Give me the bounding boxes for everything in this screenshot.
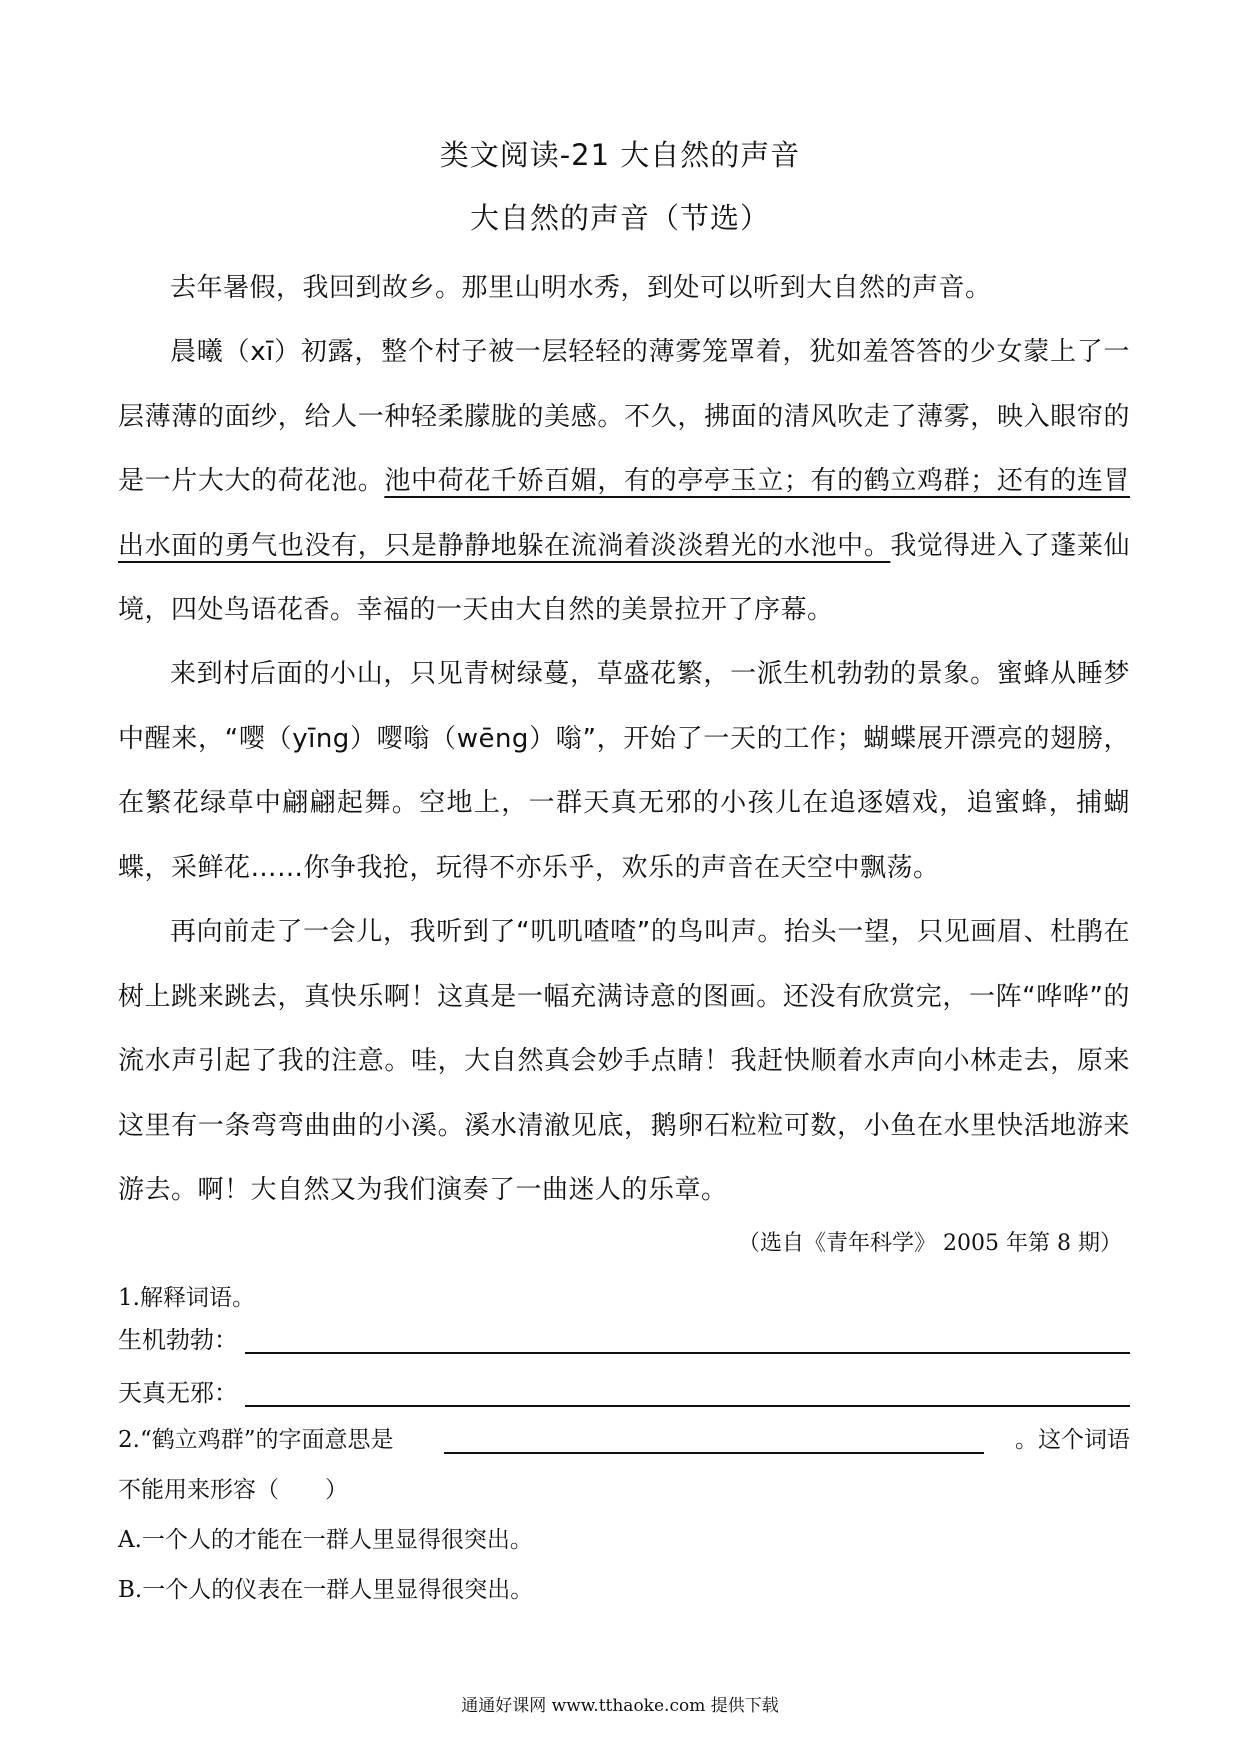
paragraph-2-text-b: 我觉得进入了蓬莱仙境，四处鸟语花香。幸福的一天由大自然的美景拉开了序幕。 xyxy=(118,530,1130,625)
question-2 xyxy=(118,1421,1130,1461)
question-2-prompt-end: 。这个词语 xyxy=(1015,1427,1130,1453)
answer-blank-3[interactable] xyxy=(444,1452,984,1454)
article-title: 大自然的声音（节选） xyxy=(469,201,770,235)
paragraph-2-text-a: 晨曦（xī）初露，整个村子被一层轻轻的薄雾笼罩着，犹如羞答答的少女蒙上了一层薄薄的面纱，给人一种轻柔朦胧的美感。不久，拂面的清风吹走了薄雾，映入眼帘的是一片大大的荷花池。 xyxy=(118,337,1130,496)
answer-row-1 xyxy=(118,1320,1130,1360)
option-a: A.一个人的才能在一群人里显得很突出。 xyxy=(118,1527,533,1553)
answer-row-2 xyxy=(118,1373,1130,1413)
question-1: 1.解释词语。 xyxy=(118,1285,255,1311)
question-2-prompt: 2.“鹤立鸡群”的字面意思是 xyxy=(118,1427,394,1453)
answer-blank-2[interactable] xyxy=(245,1405,1130,1407)
paragraph-4: 再向前走了一会儿，我听到了“叽叽喳喳”的鸟叫声。抬头一望，只见画眉、杜鹃在树上跳来跳去，真快乐啊！这真是一幅充满诗意的图画。还没有欣赏完，一阵“哗哗”的流水声引起了我的注意。哇，大自然真会妙手点睛！我赶快顺着水声向小林走去，原来这里有一条弯弯曲曲的小溪。溪水清澈见底，鹅卵石粒粒可数，小鱼在水里快活地游来游去。啊！大自然又为我们演奏了一曲迷人的乐章。 xyxy=(118,917,1130,1205)
question-2-continuation: 不能用来形容（ ） xyxy=(118,1477,348,1503)
term-label-2: 天真无邪： xyxy=(118,1379,238,1407)
paragraph-1: 去年暑假，我回到故乡。那里山明水秀，到处可以听到大自然的声音。 xyxy=(170,273,992,303)
answer-blank-1[interactable] xyxy=(245,1352,1130,1354)
footer-text: 通通好课网 www.tthaoke.com 提供下载 xyxy=(461,1696,779,1716)
page-title: 类文阅读-21 大自然的声音 xyxy=(439,138,801,172)
paragraph-2 xyxy=(118,320,1130,643)
option-b: B.一个人的仪表在一群人里显得很突出。 xyxy=(118,1577,534,1603)
term-label-1: 生机勃勃： xyxy=(118,1326,238,1354)
source-citation: （选自《青年科学》 2005 年第 8 期） xyxy=(738,1231,1122,1256)
paragraph-3: 来到村后面的小山，只见青树绿蔓，草盛花繁，一派生机勃勃的景象。蜜蜂从睡梦中醒来，“嘤（yīng）嘤嗡（wēng）嗡”，开始了一天的工作；蝴蝶展开漂亮的翅膀，在繁花绿草中翩翩起舞。空地上，一群天真无邪的小孩儿在追逐嬉戏，追蜜蜂，捕蝴蝶，采鲜花……你争我抢，玩得不亦乐乎，欢乐的声音在天空中飘荡。 xyxy=(118,659,1130,883)
underlined-sentence: 池中荷花千娇百媚，有的亭亭玉立；有的鹤立鸡群；还有的连冒出水面的勇气也没有，只是静静地躲在流淌着淡淡碧光的水池中。 xyxy=(118,466,1130,561)
